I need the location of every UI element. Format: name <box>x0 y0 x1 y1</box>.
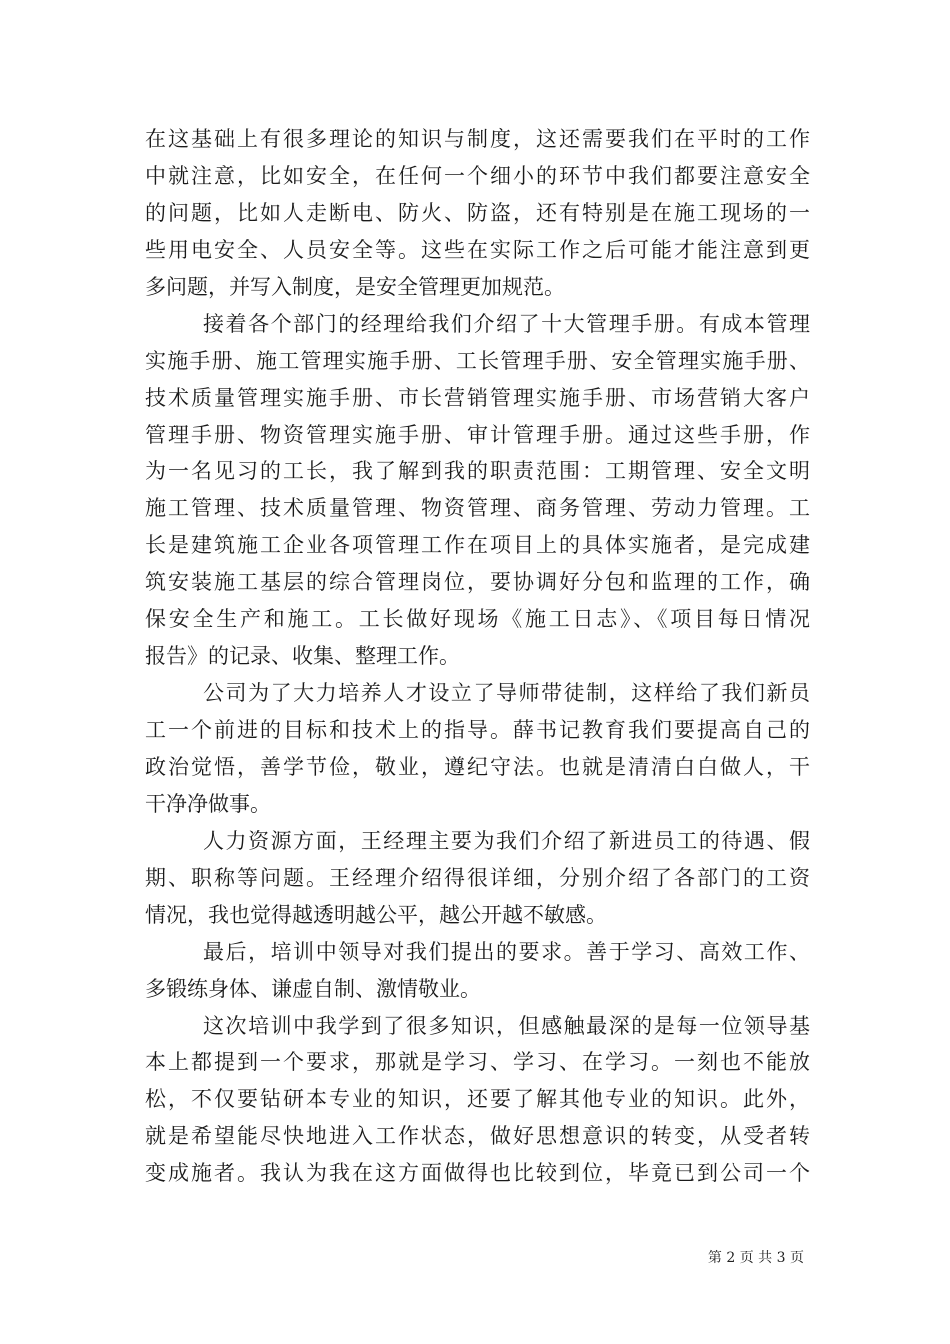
text-line: 人力资源方面，王经理主要为我们介绍了新进员工的待遇、假 <box>203 828 810 853</box>
text-line: 中就注意，比如安全，在任何一个细小的环节中我们都要注意安全 <box>145 163 810 188</box>
page-number-footer: 第 2 页 共 3 页 <box>707 1250 804 1266</box>
text-line: 这次培训中我学到了很多知识，但感触最深的是每一位领导基 <box>203 1013 810 1038</box>
text-line: 筑安装施工基层的综合管理岗位，要协调好分包和监理的工作，确 <box>145 570 810 595</box>
text-line: 实施手册、施工管理实施手册、工长管理手册、安全管理实施手册、 <box>145 348 810 373</box>
text-line: 变成施者。我认为我在这方面做得也比较到位，毕竟已到公司一个 <box>145 1161 810 1186</box>
text-line: 些用电安全、人员安全等。这些在实际工作之后可能才能注意到更 <box>145 237 810 262</box>
text-line: 多锻练身体、谦虚自制、激情敬业。 <box>145 976 481 1001</box>
text-line: 松，不仅要钻研本专业的知识，还要了解其他专业的知识。此外， <box>145 1087 810 1112</box>
text-line: 公司为了大力培养人才设立了导师带徒制，这样给了我们新员 <box>203 681 810 706</box>
text-line: 管理手册、物资管理实施手册、审计管理手册。通过这些手册，作 <box>145 422 810 447</box>
text-line: 多问题，并写入制度，是安全管理更加规范。 <box>145 274 565 299</box>
text-line: 接着各个部门的经理给我们介绍了十大管理手册。有成本管理 <box>203 311 810 336</box>
text-line: 施工管理、技术质量管理、物资管理、商务管理、劳动力管理。工 <box>145 496 810 521</box>
text-line: 情况，我也觉得越透明越公平，越公开越不敏感。 <box>145 902 607 927</box>
text-line: 在这基础上有很多理论的知识与制度，这还需要我们在平时的工作 <box>145 127 810 151</box>
text-line: 技术质量管理实施手册、市长营销管理实施手册、市场营销大客户 <box>145 385 810 410</box>
text-line: 为一名见习的工长，我了解到我的职责范围：工期管理、安全文明 <box>145 459 810 484</box>
text-line: 就是希望能尽快地进入工作状态，做好思想意识的转变，从受者转 <box>145 1124 810 1149</box>
body-text <box>145 121 810 1192</box>
text-line: 期、职称等问题。王经理介绍得很详细，分别介绍了各部门的工资 <box>145 865 810 890</box>
text-line: 保安全生产和施工。工长做好现场《施工日志》、《项目每日情况 <box>145 607 810 632</box>
text-line: 政治觉悟，善学节俭，敬业，遵纪守法。也就是清清白白做人，干 <box>145 754 810 779</box>
text-line: 工一个前进的目标和技术上的指导。薛书记教育我们要提高自己的 <box>145 718 810 742</box>
text-line: 干净净做事。 <box>145 791 271 816</box>
text-line: 最后，培训中领导对我们提出的要求。善于学习、高效工作、 <box>203 939 810 964</box>
text-line: 本上都提到一个要求，那就是学习、学习、在学习。一刻也不能放 <box>145 1050 810 1075</box>
text-line: 报告》的记录、收集、整理工作。 <box>145 644 460 669</box>
text-line: 的问题，比如人走断电、防火、防盗，还有特别是在施工现场的一 <box>145 200 810 225</box>
text-line: 长是建筑施工企业各项管理工作在项目上的具体实施者，是完成建 <box>145 533 810 558</box>
